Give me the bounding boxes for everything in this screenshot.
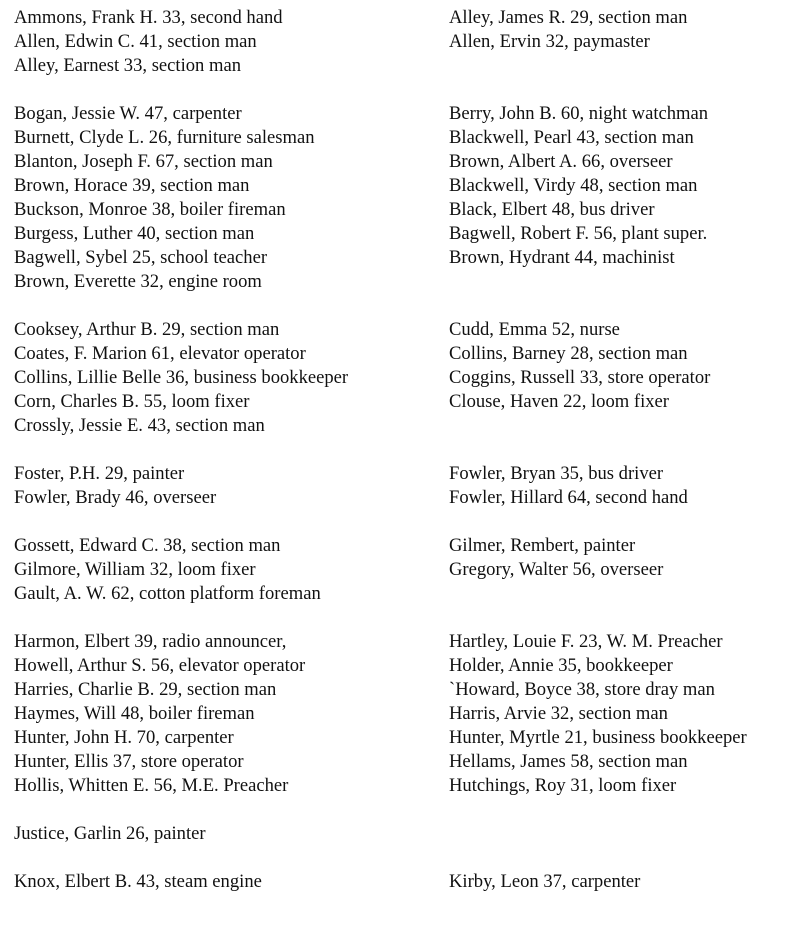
list-item: Buckson, Monroe 38, boiler fireman	[14, 199, 286, 220]
list-item: Blanton, Joseph F. 67, section man	[14, 151, 273, 172]
list-item: Foster, P.H. 29, painter	[14, 463, 185, 484]
list-item: Hutchings, Roy 31, loom fixer	[449, 775, 677, 796]
entry-group-k	[0, 870, 800, 894]
list-item: Holder, Annie 35, bookkeeper	[449, 655, 673, 676]
list-item: Brown, Horace 39, section man	[14, 175, 250, 196]
list-item: Brown, Everette 32, engine room	[14, 271, 262, 292]
list-item: Collins, Barney 28, section man	[449, 343, 688, 364]
list-item: Alley, James R. 29, section man	[449, 7, 688, 28]
list-item: Haymes, Will 48, boiler fireman	[14, 703, 255, 724]
list-item: Bagwell, Robert F. 56, plant super.	[449, 223, 708, 244]
list-item: Harmon, Elbert 39, radio announcer,	[14, 631, 287, 652]
right-column	[449, 318, 800, 438]
list-item: Blackwell, Pearl 43, section man	[449, 127, 694, 148]
list-item: Burgess, Luther 40, section man	[14, 223, 255, 244]
list-item: Bogan, Jessie W. 47, carpenter	[14, 103, 242, 124]
right-column	[449, 462, 800, 510]
list-item: Allen, Edwin C. 41, section man	[14, 31, 257, 52]
right-column	[449, 870, 800, 894]
list-item: Brown, Hydrant 44, machinist	[449, 247, 675, 268]
list-item: Cudd, Emma 52, nurse	[449, 319, 620, 340]
list-item: Hollis, Whitten E. 56, M.E. Preacher	[14, 775, 289, 796]
list-item: Cooksey, Arthur B. 29, section man	[14, 319, 280, 340]
entry-group-j	[0, 822, 800, 846]
list-item: Allen, Ervin 32, paymaster	[449, 31, 650, 52]
right-column	[449, 6, 800, 78]
left-column	[0, 102, 449, 294]
list-item: Coggins, Russell 33, store operator	[449, 367, 711, 388]
list-item: Hellams, James 58, section man	[449, 751, 688, 772]
entry-group-c	[0, 318, 800, 438]
right-column	[449, 102, 800, 294]
right-column	[449, 822, 800, 846]
list-item: Burnett, Clyde L. 26, furniture salesman	[14, 127, 315, 148]
left-column	[0, 822, 449, 846]
list-item: Hunter, John H. 70, carpenter	[14, 727, 234, 748]
list-item: Crossly, Jessie E. 43, section man	[14, 415, 265, 436]
list-item: Gilmer, Rembert, painter	[449, 535, 636, 556]
left-column	[0, 534, 449, 606]
list-item: Hartley, Louie F. 23, W. M. Preacher	[449, 631, 723, 652]
list-item: Fowler, Hillard 64, second hand	[449, 487, 688, 508]
left-column	[0, 870, 449, 894]
list-item: Justice, Garlin 26, painter	[14, 823, 206, 844]
list-item: `Howard, Boyce 38, store dray man	[449, 679, 715, 700]
list-item: Alley, Earnest 33, section man	[14, 55, 242, 76]
right-column	[449, 630, 800, 798]
list-item: Blackwell, Virdy 48, section man	[449, 175, 698, 196]
entry-group-g	[0, 534, 800, 606]
list-item: Black, Elbert 48, bus driver	[449, 199, 655, 220]
list-item: Ammons, Frank H. 33, second hand	[14, 7, 283, 28]
list-item: Gault, A. W. 62, cotton platform foreman	[14, 583, 321, 604]
list-item: Harries, Charlie B. 29, section man	[14, 679, 277, 700]
list-item: Hunter, Ellis 37, store operator	[14, 751, 244, 772]
list-item: Gilmore, William 32, loom fixer	[14, 559, 256, 580]
left-column	[0, 6, 449, 78]
list-item: Gossett, Edward C. 38, section man	[14, 535, 281, 556]
entry-group-f	[0, 462, 800, 510]
left-column	[0, 318, 449, 438]
entry-group-b	[0, 102, 800, 294]
list-item: Gregory, Walter 56, overseer	[449, 559, 664, 580]
left-column	[0, 462, 449, 510]
list-item: Coates, F. Marion 61, elevator operator	[14, 343, 306, 364]
list-item: Knox, Elbert B. 43, steam engine	[14, 871, 262, 892]
list-item: Corn, Charles B. 55, loom fixer	[14, 391, 250, 412]
list-item: Howell, Arthur S. 56, elevator operator	[14, 655, 306, 676]
list-item: Hunter, Myrtle 21, business bookkeeper	[449, 727, 747, 748]
list-item: Bagwell, Sybel 25, school teacher	[14, 247, 268, 268]
list-item: Collins, Lillie Belle 36, business bookkeeper	[14, 367, 349, 388]
entry-group-h	[0, 630, 800, 798]
list-item: Fowler, Brady 46, overseer	[14, 487, 217, 508]
document-page	[0, 6, 800, 918]
list-item: Berry, John B. 60, night watchman	[449, 103, 709, 124]
right-column	[449, 534, 800, 606]
list-item: Clouse, Haven 22, loom fixer	[449, 391, 669, 412]
list-item: Fowler, Bryan 35, bus driver	[449, 463, 664, 484]
list-item: Harris, Arvie 32, section man	[449, 703, 668, 724]
entry-group-a	[0, 6, 800, 78]
list-item: Kirby, Leon 37, carpenter	[449, 871, 641, 892]
list-item: Brown, Albert A. 66, overseer	[449, 151, 673, 172]
left-column	[0, 630, 449, 798]
